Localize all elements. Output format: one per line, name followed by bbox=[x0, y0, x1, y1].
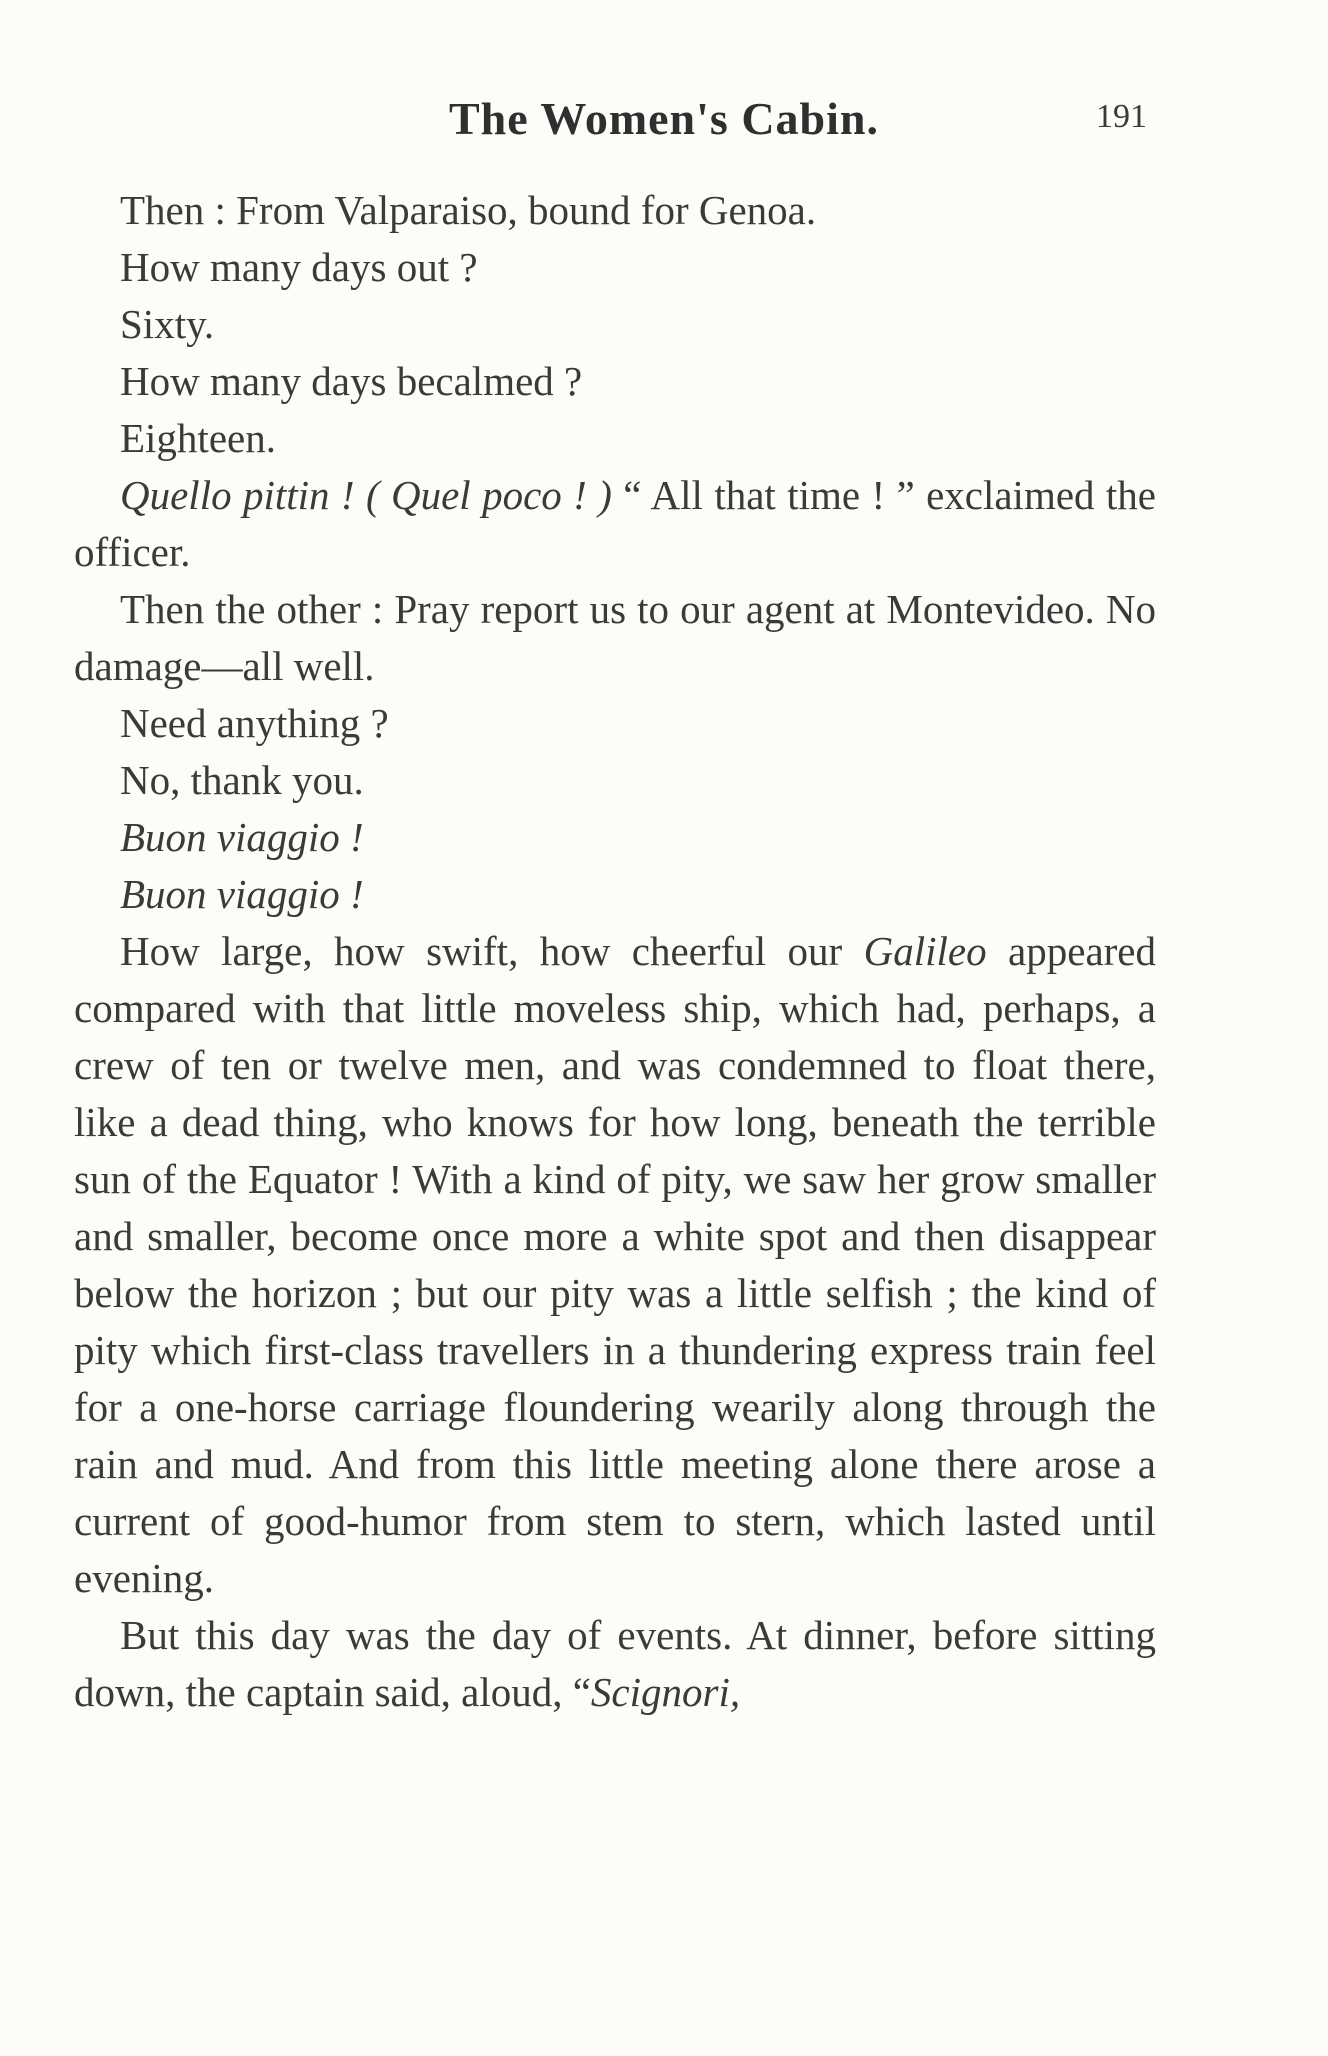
page-number: 191 bbox=[1096, 98, 1147, 135]
page-text bbox=[74, 182, 1156, 1721]
italic-phrase: Buon viaggio ! bbox=[120, 871, 364, 917]
running-head bbox=[0, 92, 1328, 142]
dialogue-paragraph: Then the other : Pray report us to our agent at Montevideo. No damage—all well. bbox=[74, 586, 1156, 689]
body-paragraph bbox=[74, 923, 1156, 1607]
italic-phrase: Quello pittin ! bbox=[120, 472, 355, 518]
ship-name: Galileo bbox=[863, 928, 987, 974]
dialogue-paragraph bbox=[74, 467, 1156, 581]
italic-phrase: Buon viaggio ! bbox=[120, 814, 364, 860]
dialogue-line: How many days out ? bbox=[120, 244, 478, 290]
italic-phrase: Scignori, bbox=[590, 1669, 741, 1715]
running-title: The Women's Cabin. bbox=[449, 93, 879, 144]
paragraph-text: How large, how swift, how cheerful our bbox=[120, 928, 864, 974]
dialogue-line-italic bbox=[74, 809, 1156, 866]
dialogue-line-italic bbox=[74, 866, 1156, 923]
dialogue-line: No, thank you. bbox=[120, 757, 364, 803]
dialogue-line: Eighteen. bbox=[120, 415, 276, 461]
body-paragraph bbox=[74, 1607, 1156, 1721]
dialogue-line: Then : From Valparaiso, bound for Genoa. bbox=[120, 187, 817, 233]
dialogue-line: How many days becalmed ? bbox=[120, 358, 583, 404]
dialogue-line: Sixty. bbox=[120, 301, 215, 347]
paragraph-text: appeared compared with that little moveless ship, which had, perhaps, a crew of ten or twelve men, and was condemned to float there, like a dead thing, who knows for how long, beneath the terrible sun of the Equator ! With a kind of pity, we saw her grow smaller and smaller, become once more a white spot and then disappear below the horizon ; but our pity was a little selfish ; the kind of pity which first-class travellers in a thundering express train feel for a one-horse carriage floundering wearily along through the rain and mud. And from this little meeting alone there arose a current of good-humor from stem to stern, which lasted until evening. bbox=[74, 928, 1156, 1601]
dialogue-line: Need anything ? bbox=[120, 700, 389, 746]
paragraph-text: “ All that time ! ” exclaimed the officer. bbox=[74, 472, 1156, 575]
paragraph-text: But this day was the day of events. At dinner, before sitting down, the captain said, aloud, “ bbox=[74, 1612, 1156, 1715]
italic-phrase: ( Quel poco ! ) bbox=[365, 472, 612, 518]
